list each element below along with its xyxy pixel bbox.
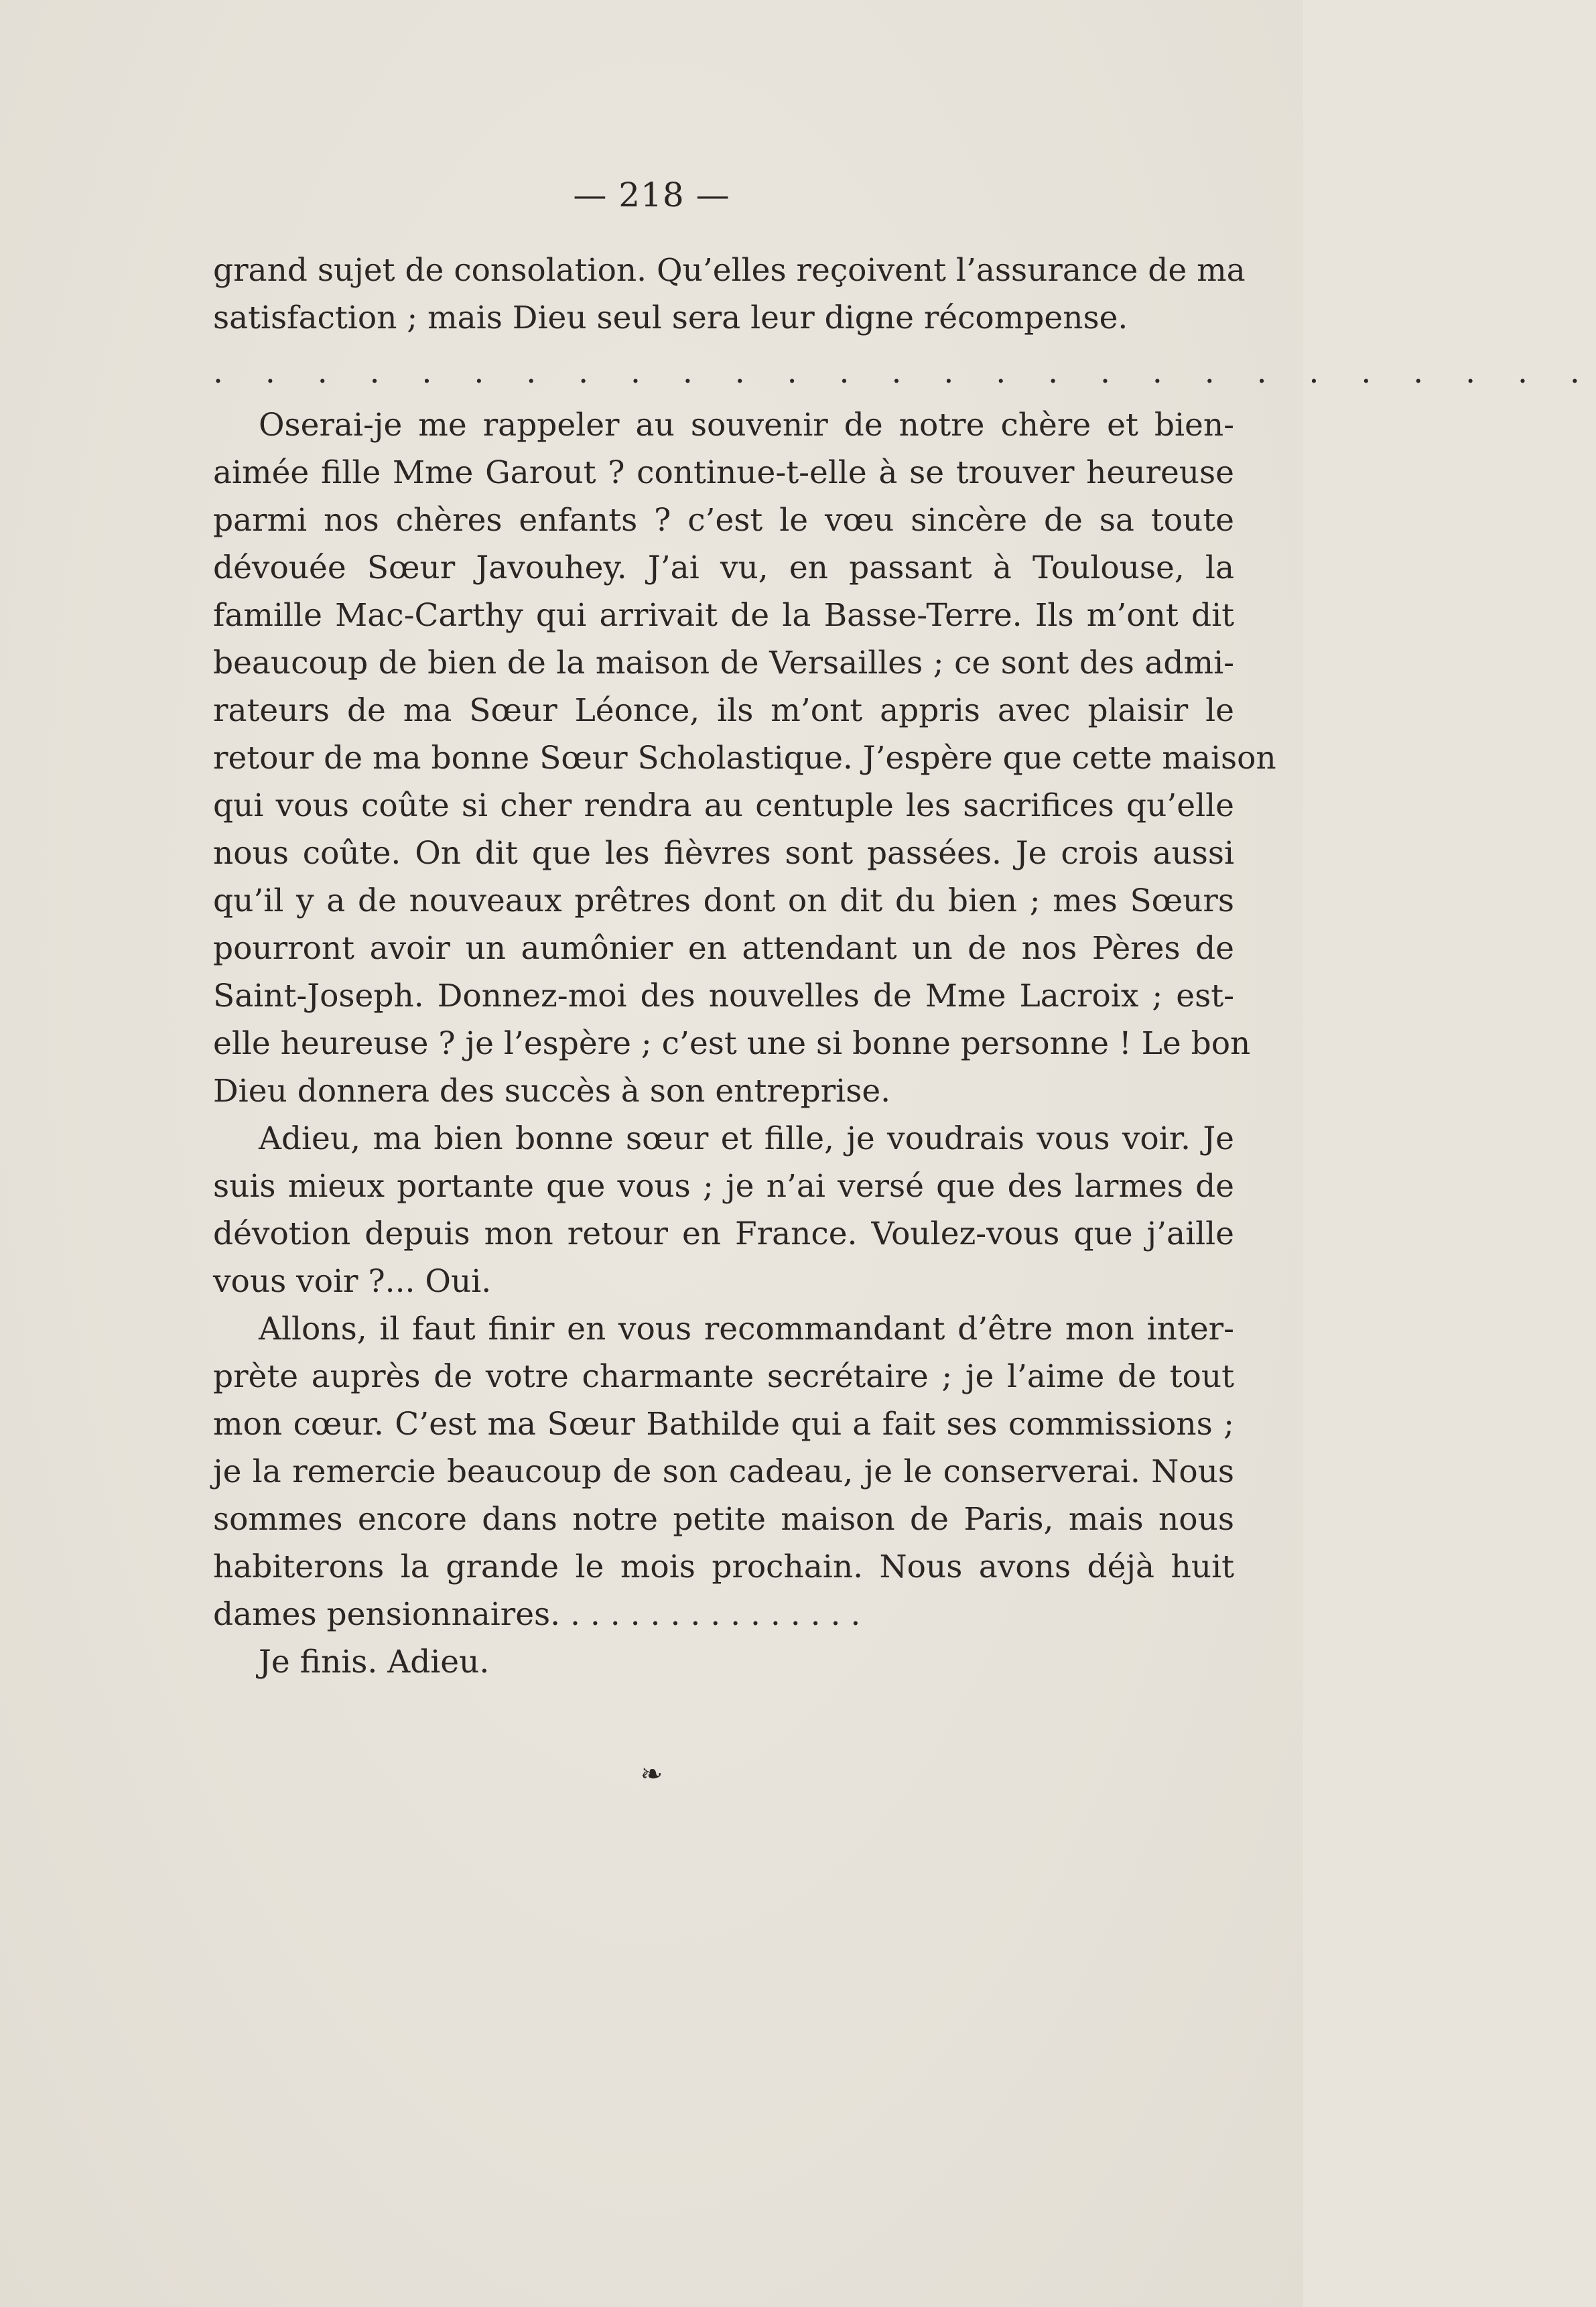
text-line: dames pensionnaires. . . . . . . . . . . . . . . . xyxy=(213,1596,861,1633)
text-line: Saint-Joseph. Donnez-moi des nouvelles de Mme Lacroix ; est- xyxy=(213,978,1234,1014)
text-line: Allons, il faut finir en vous recommandant d’être mon inter- xyxy=(259,1311,1234,1347)
paragraph-1 xyxy=(213,247,1246,342)
fleuron-ornament-icon: ❧ xyxy=(640,1759,663,1790)
text-line: je la remercie beaucoup de son cadeau, je le conserverai. Nous xyxy=(213,1453,1234,1490)
text-line: qu’il y a de nouveaux prêtres dont on dit du bien ; mes Sœurs xyxy=(213,882,1234,919)
paragraph-5 xyxy=(213,1638,1234,1686)
paragraph-4 xyxy=(213,1305,1234,1638)
body-text xyxy=(213,247,1596,1686)
text-line: nous coûte. On dit que les fièvres sont passées. Je crois aussi xyxy=(213,835,1234,872)
text-line: aimée fille Mme Garout ? continue-t-elle à se trouver heureuse xyxy=(213,454,1234,491)
text-line: rateurs de ma Sœur Léonce, ils m’ont appris avec plaisir le xyxy=(213,692,1234,729)
text-line: Dieu donnera des succès à son entreprise. xyxy=(213,1073,891,1110)
text-line: mon cœur. C’est ma Sœur Bathilde qui a fait ses commissions ; xyxy=(213,1406,1234,1443)
text-line: satisfaction ; mais Dieu seul sera leur digne récompense. xyxy=(213,300,1128,336)
text-line: grand sujet de consolation. Qu’elles reçoivent l’assurance de ma xyxy=(213,252,1246,289)
page-number: — 218 — xyxy=(573,176,730,214)
text-line: dévotion depuis mon retour en France. Voulez-vous que j’aille xyxy=(213,1215,1234,1252)
text-line: pourront avoir un aumônier en attendant un de nos Pères de xyxy=(213,930,1234,967)
text-line: Oserai-je me rappeler au souvenir de notre chère et bien- xyxy=(259,407,1234,444)
text-line: Adieu, ma bien bonne sœur et fille, je voudrais vous voir. Je xyxy=(259,1120,1234,1157)
text-line: suis mieux portante que vous ; je n’ai versé que des larmes de xyxy=(213,1168,1234,1205)
text-line: sommes encore dans notre petite maison de Paris, mais nous xyxy=(213,1501,1234,1538)
text-line: habiterons la grande le mois prochain. Nous avons déjà huit xyxy=(213,1548,1234,1585)
text-line: retour de ma bonne Sœur Scholastique. J’espère que cette maison xyxy=(213,740,1276,777)
text-line: Je finis. Adieu. xyxy=(259,1644,490,1680)
text-line: famille Mac-Carthy qui arrivait de la Basse-Terre. Ils m’ont dit xyxy=(213,597,1234,634)
text-line: qui vous coûte si cher rendra au centuple les sacrifices qu’elle xyxy=(213,787,1234,824)
text-line: vous voir ?... Oui. xyxy=(213,1263,492,1300)
paragraph-3 xyxy=(213,1115,1234,1305)
paragraph-2 xyxy=(213,401,1276,1115)
ellipsis-row: . . . . . . . . . . . . . . . . . . . . . . . . . . . xyxy=(213,354,1596,391)
text-line: prète auprès de votre charmante secrétaire ; je l’aime de tout xyxy=(213,1358,1234,1395)
text-line: dévouée Sœur Javouhey. J’ai vu, en passant à Toulouse, la xyxy=(213,549,1234,586)
text-line: beaucoup de bien de la maison de Versailles ; ce sont des admi- xyxy=(213,645,1234,681)
text-line: parmi nos chères enfants ? c’est le vœu sincère de sa toute xyxy=(213,502,1234,539)
text-line: elle heureuse ? je l’espère ; c’est une si bonne personne ! Le bon xyxy=(213,1025,1251,1062)
